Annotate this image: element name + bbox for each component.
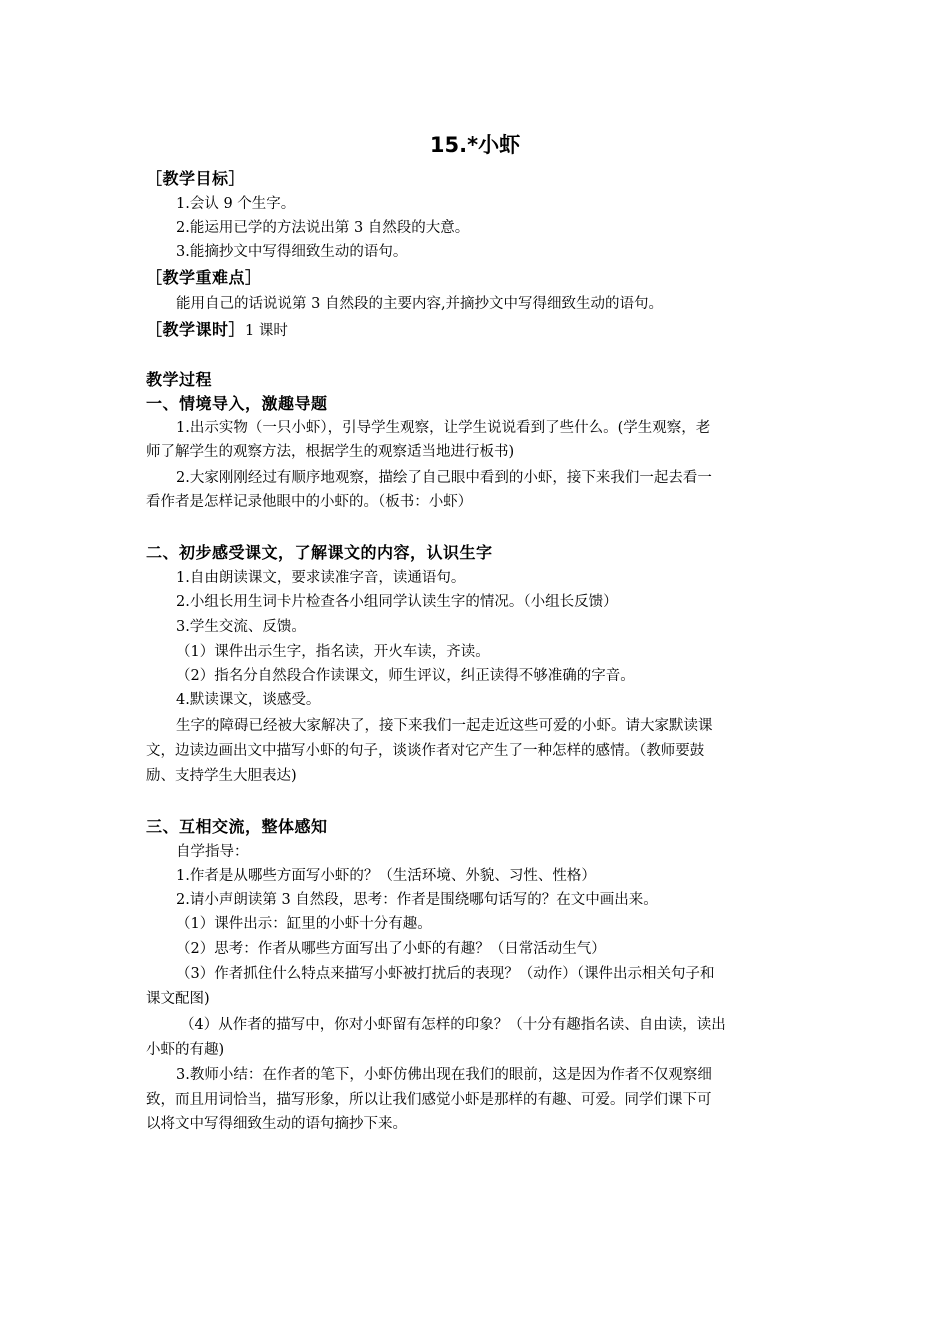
paragraph-line: 2.小组长用生词卡片检查各小组同学认读生字的情况。（小组长反馈） — [176, 594, 618, 610]
paragraph-line: 2.请小声朗读第 3 自然段，思考：作者是围绕哪句话写的？在文中画出来。 — [176, 892, 658, 908]
key-points-text: 能用自己的话说说第 3 自然段的主要内容,并摘抄文中写得细致生动的语句。 — [176, 296, 664, 312]
key-points-heading: ［教学重难点］ — [146, 268, 262, 287]
paragraph-line: 3.学生交流、反馈。 — [176, 619, 306, 635]
periods-value: 1 课时 — [245, 323, 288, 339]
paragraph-line: 小虾的有趣) — [146, 1042, 225, 1058]
objectives-heading: ［教学目标］ — [146, 169, 246, 188]
section-heading: 三、互相交流，整体感知 — [146, 817, 328, 836]
paragraph-line: 以将文中写得细致生动的语句摘抄下来。 — [146, 1116, 407, 1132]
process-heading: 教学过程 — [146, 370, 213, 389]
paragraph-line: （3）作者抓住什么特点来描写小虾被打扰后的表现？（动作）（课件出示相关句子和 — [176, 966, 715, 982]
paragraph-line: 1.出示实物（一只小虾），引导学生观察，让学生说说看到了些什么。(学生观察，老 — [176, 420, 711, 436]
paragraph-line: 自学指导： — [176, 844, 249, 860]
section-heading: 一、情境导入，激趣导题 — [146, 394, 328, 413]
objective-item: 3.能摘抄文中写得细致生动的语句。 — [176, 244, 408, 260]
paragraph-line: 4.默读课文，谈感受。 — [176, 692, 321, 708]
paragraph-line: 生字的障碍已经被大家解决了，接下来我们一起走近这些可爱的小虾。请大家默读课 — [176, 718, 713, 734]
paragraph-line: 师了解学生的观察方法，根据学生的观察适当地进行板书) — [146, 444, 515, 460]
paragraph-line: 课文配图) — [146, 991, 210, 1007]
paragraph-line: 看作者是怎样记录他眼中的小虾的。（板书：小虾） — [146, 494, 473, 510]
paragraph-line: 1.作者是从哪些方面写小虾的？（生活环境、外貌、习性、性格） — [176, 868, 596, 884]
paragraph-line: （2）思考：作者从哪些方面写出了小虾的有趣？（日常活动生气） — [176, 941, 606, 957]
periods-heading: ［教学课时］ — [146, 320, 246, 339]
paragraph-line: 励、支持学生大胆表达) — [146, 768, 297, 784]
paragraph-line: 文，边读边画出文中描写小虾的句子，谈谈作者对它产生了一种怎样的感情。（教师要鼓 — [146, 743, 705, 759]
paragraph-line: （1）课件出示生字，指名读，开火车读，齐读。 — [176, 644, 490, 660]
section-heading: 二、初步感受课文，了解课文的内容，认识生字 — [146, 543, 493, 562]
page-title: 15.*小虾 — [429, 133, 521, 157]
periods-row — [146, 318, 810, 343]
paragraph-line: （1）课件出示：缸里的小虾十分有趣。 — [176, 916, 432, 932]
paragraph-line: （4）从作者的描写中，你对小虾留有怎样的印象？（十分有趣指名读、自由读，读出 — [180, 1017, 726, 1033]
objective-item: 2.能运用已学的方法说出第 3 自然段的大意。 — [176, 220, 470, 236]
objective-item: 1.会认 9 个生字。 — [176, 196, 296, 212]
paragraph-line: 1.自由朗读课文，要求读准字音，读通语句。 — [176, 570, 466, 586]
paragraph-line: （2）指名分自然段合作读课文，师生评议，纠正读得不够准确的字音。 — [176, 668, 635, 684]
paragraph-line: 2.大家刚刚经过有顺序地观察，描绘了自己眼中看到的小虾，接下来我们一起去看一 — [176, 470, 712, 486]
paragraph-line: 致，而且用词恰当，描写形象，所以让我们感觉小虾是那样的有趣、可爱。同学们课下可 — [146, 1092, 712, 1108]
paragraph-line: 3.教师小结：在作者的笔下，小虾仿佛出现在我们的眼前，这是因为作者不仅观察细 — [176, 1067, 712, 1083]
